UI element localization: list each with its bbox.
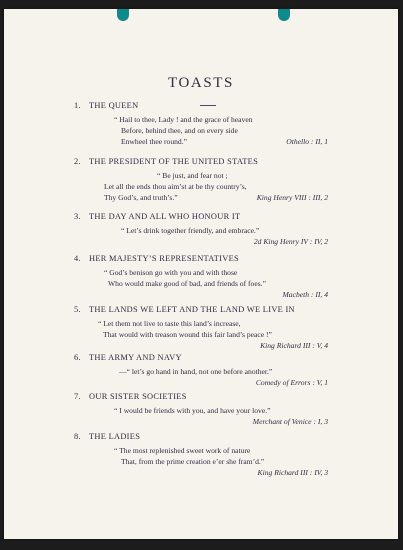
toast-title: THE LADIES	[89, 432, 141, 441]
ribbon-tie-left	[117, 9, 129, 21]
quote-attribution: 2d King Henry IV : IV, 2	[253, 237, 328, 246]
quote-line: Before, behind thee, and on every side	[121, 126, 238, 135]
ribbon-tie-right	[278, 9, 290, 21]
toast-number: 2.	[74, 157, 81, 166]
quote-line: That, from the prime creation e’er she fram’d.”	[121, 457, 265, 466]
toast-heading	[74, 212, 240, 223]
toast-number: 8.	[74, 432, 81, 441]
toast-number: 3.	[74, 212, 81, 221]
toast-title: THE LANDS WE LEFT AND THE LAND WE LIVE IN	[89, 305, 295, 314]
title-divider	[200, 105, 216, 106]
toast-heading	[74, 392, 187, 403]
quote-line: “ The most replenished sweet work of nature	[114, 446, 251, 455]
toast-number: 5.	[74, 305, 81, 314]
toast-title: OUR SISTER SOCIETIES	[89, 392, 187, 401]
toast-number: 4.	[74, 254, 81, 263]
quote-line: “ Let’s drink together friendly, and embrace.”	[121, 226, 260, 235]
toast-heading	[74, 157, 258, 168]
toast-heading	[74, 353, 182, 364]
quote-line: “ Let them not live to taste this land’s increase,	[98, 319, 241, 328]
quote-attribution: Macbeth : II, 4	[282, 290, 328, 299]
toast-title: THE ARMY AND NAVY	[89, 353, 182, 362]
quote-line: “ God’s benison go with you and with those	[104, 268, 238, 277]
toast-heading	[74, 254, 239, 265]
page-title: TOASTS	[167, 75, 234, 91]
quote-attribution: King Henry VIII : III, 2	[256, 193, 328, 202]
toast-title: THE DAY AND ALL WHO HONOUR IT	[89, 212, 241, 221]
quote-attribution: King Richard III : IV, 3	[257, 468, 328, 477]
quote-attribution: King Richard III : V, 4	[260, 341, 328, 350]
toast-number: 7.	[74, 392, 81, 401]
toast-heading	[74, 101, 138, 112]
toast-title: THE PRESIDENT OF THE UNITED STATES	[89, 157, 259, 166]
quote-line: Thy God’s, and truth’s.”	[104, 193, 178, 202]
toast-heading	[74, 305, 295, 316]
quote-attribution: Merchant of Venice : I, 3	[252, 417, 328, 426]
quote-line: “ Hail to thee, Lady ! and the grace of heaven	[114, 115, 253, 124]
quote-attribution: Comedy of Errors : V, 1	[255, 378, 328, 387]
quote-line: —“ let’s go hand in hand, not one before another.”	[119, 367, 273, 376]
toast-heading	[74, 432, 140, 443]
toast-number: 1.	[74, 101, 81, 110]
quote-line: Who would make good of bad, and friends of foes.”	[108, 279, 266, 288]
quote-attribution: Othello : II, 1	[286, 137, 328, 146]
quote-line: Let all the ends thou aim’st at be thy country’s,	[104, 182, 247, 191]
quote-line: “ Be just, and fear not ;	[157, 171, 228, 180]
toast-title: THE QUEEN	[89, 101, 139, 110]
toast-title: HER MAJESTY’S REPRESENTATIVES	[89, 254, 239, 263]
quote-line: Enwheel thee round.”	[121, 137, 187, 146]
menu-card	[4, 9, 398, 539]
toast-number: 6.	[74, 353, 81, 362]
quote-line: That would with treason wound this fair land’s peace !”	[103, 330, 272, 339]
quote-line: “ I would be friends with you, and have your love.”	[114, 406, 271, 415]
